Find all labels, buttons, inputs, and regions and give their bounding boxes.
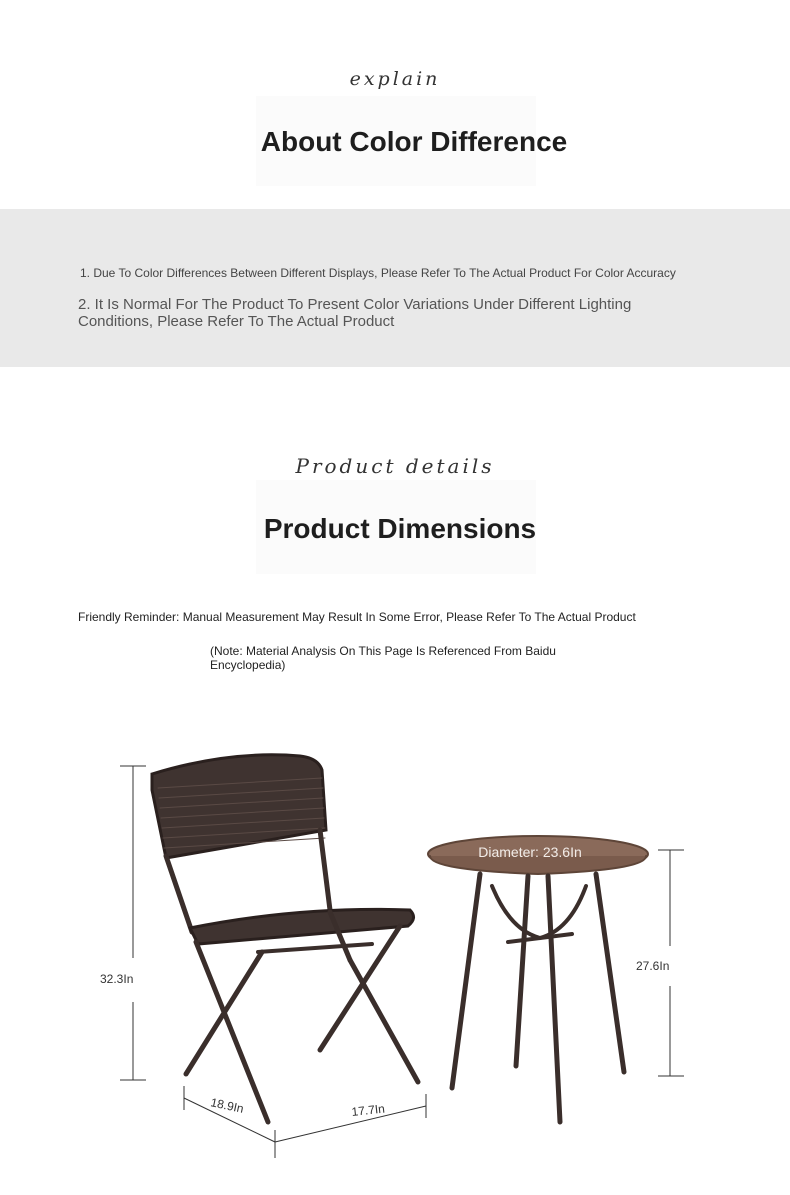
explain-script-label: explain xyxy=(349,68,441,90)
color-note-2: 2. It Is Normal For The Product To Present Color Variations Under Different Lighting Conditions, Please Refer To The Actual Product xyxy=(78,296,632,330)
color-note-1: 1. Due To Color Differences Between Different Displays, Please Refer To The Actual Product For Color Accuracy xyxy=(80,266,676,280)
furniture-illustration xyxy=(0,730,790,1180)
chair-width-label: 17.7In xyxy=(350,1101,386,1119)
table-height-label: 27.6In xyxy=(636,959,670,973)
folding-chair xyxy=(152,755,418,1122)
product-details-script-label: Product details xyxy=(295,454,495,478)
chair-height-label: 32.3In xyxy=(100,972,134,986)
reminder-text: Friendly Reminder: Manual Measurement May Result In Some Error, Please Refer To The Actual Product xyxy=(78,610,636,624)
product-dimensions-title: Product Dimensions xyxy=(263,513,537,544)
color-notes-band xyxy=(0,209,790,367)
chair-height-dimension-line xyxy=(120,766,146,1080)
baidu-note-text: (Note: Material Analysis On This Page Is Referenced From Baidu Encyclopedia) xyxy=(210,644,556,672)
color-difference-title: About Color Difference xyxy=(260,126,568,157)
table-diameter-label: Diameter: 23.6In xyxy=(478,844,582,860)
round-table xyxy=(428,836,648,1122)
chair-depth-label: 18.9In xyxy=(209,1095,245,1116)
